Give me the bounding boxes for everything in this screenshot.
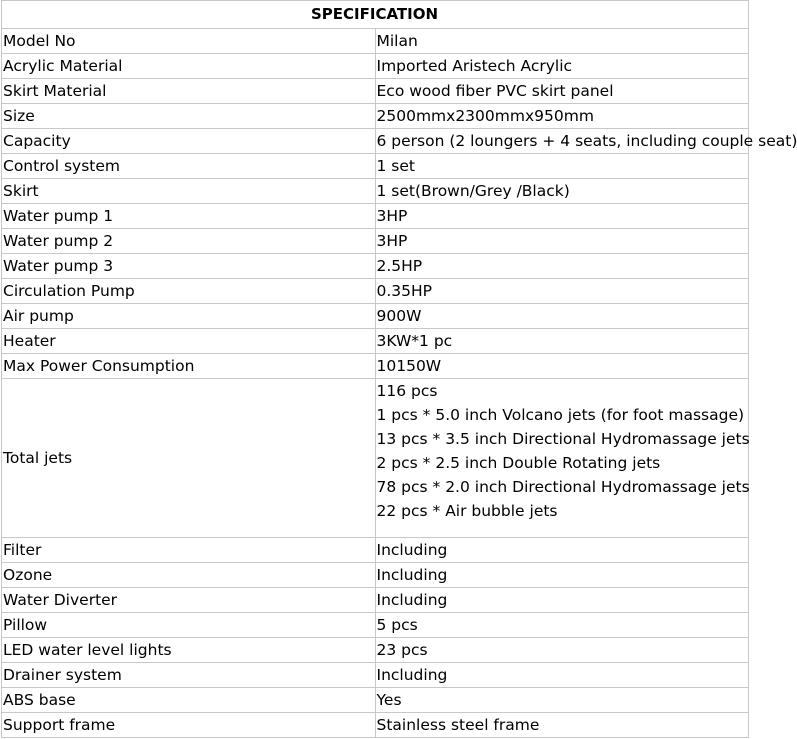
spec-label: Heater (2, 329, 376, 354)
table-row (2, 613, 749, 638)
spec-label: LED water level lights (2, 638, 376, 663)
spec-rows-top (2, 29, 797, 379)
table-row (2, 204, 749, 229)
jets-line: 1 pcs * 5.0 inch Volcano jets (for foot massage) (376, 406, 745, 424)
table-row (2, 229, 749, 254)
spec-label: Total jets (2, 379, 376, 538)
spec-label: Water Diverter (2, 588, 376, 613)
spec-value: 5 pcs (375, 613, 749, 638)
jets-section (2, 379, 749, 538)
table-title: SPECIFICATION (2, 1, 749, 29)
spec-value: 23 pcs (375, 638, 749, 663)
spec-value: 3HP (375, 204, 749, 229)
specification-body (2, 1, 749, 29)
spec-label: Ozone (2, 563, 376, 588)
spec-value: 10150W (375, 354, 749, 379)
spec-value: 2.5HP (375, 254, 749, 279)
spec-value: 900W (375, 304, 749, 329)
table-row (2, 304, 749, 329)
spec-value: Including (375, 663, 749, 688)
table-row (2, 638, 749, 663)
spec-label: Skirt Material (2, 79, 376, 104)
jets-line: 13 pcs * 3.5 inch Directional Hydromassage jets (376, 430, 750, 448)
spec-label: Drainer system (2, 663, 376, 688)
spec-value: Yes (375, 688, 749, 713)
spec-label: Control system (2, 154, 376, 179)
table-row (2, 713, 749, 738)
spec-label: ABS base (2, 688, 376, 713)
table-row (2, 688, 749, 713)
table-row (2, 254, 749, 279)
table-row (2, 154, 749, 179)
spec-label: Water pump 1 (2, 204, 376, 229)
table-row (2, 563, 749, 588)
jets-value-cell (375, 379, 749, 538)
spec-value: Including (375, 538, 749, 563)
spec-label: Support frame (2, 713, 376, 738)
spec-label: Water pump 3 (2, 254, 376, 279)
spec-label: Skirt (2, 179, 376, 204)
spec-value: Milan (375, 29, 749, 54)
spec-value: 2500mmx2300mmx950mm (375, 104, 749, 129)
spec-value: Eco wood fiber PVC skirt panel (375, 79, 749, 104)
spec-label: Pillow (2, 613, 376, 638)
table-row (2, 329, 749, 354)
spec-value: Including (375, 588, 749, 613)
spec-value: Imported Aristech Acrylic (375, 54, 749, 79)
table-row (2, 54, 749, 79)
spec-label: Filter (2, 538, 376, 563)
spec-value: 0.35HP (375, 279, 749, 304)
spec-value: 1 set (375, 154, 749, 179)
jets-line: 22 pcs * Air bubble jets (376, 502, 558, 520)
jets-line: 116 pcs (376, 382, 438, 400)
spec-value: 3HP (375, 229, 749, 254)
table-row (2, 104, 749, 129)
spec-label: Max Power Consumption (2, 354, 376, 379)
spec-label: Acrylic Material (2, 54, 376, 79)
spec-value: Including (375, 563, 749, 588)
spec-value: Stainless steel frame (375, 713, 749, 738)
header-row (2, 1, 749, 29)
table-row (2, 129, 749, 154)
spec-label: Size (2, 104, 376, 129)
spec-label: Capacity (2, 129, 376, 154)
table-row-total-jets (2, 379, 749, 538)
specification-table (1, 0, 797, 738)
table-row (2, 79, 749, 104)
spec-label: Model No (2, 29, 376, 54)
spec-rows-bottom (2, 538, 749, 738)
table-row (2, 29, 749, 54)
spec-value: 1 set(Brown/Grey /Black) (375, 179, 749, 204)
spec-value: 3KW*1 pc (375, 329, 749, 354)
jets-line: 78 pcs * 2.0 inch Directional Hydromassage jets (376, 478, 750, 496)
spec-label: Air pump (2, 304, 376, 329)
table-row (2, 538, 749, 563)
table-row (2, 354, 749, 379)
table-row (2, 279, 749, 304)
spec-label: Circulation Pump (2, 279, 376, 304)
spec-label: Water pump 2 (2, 229, 376, 254)
table-row (2, 179, 749, 204)
table-row (2, 588, 749, 613)
spec-value: 6 person (2 loungers + 4 seats, including couple seat) (375, 129, 749, 154)
jets-line: 2 pcs * 2.5 inch Double Rotating jets (376, 454, 661, 472)
table-row (2, 663, 749, 688)
